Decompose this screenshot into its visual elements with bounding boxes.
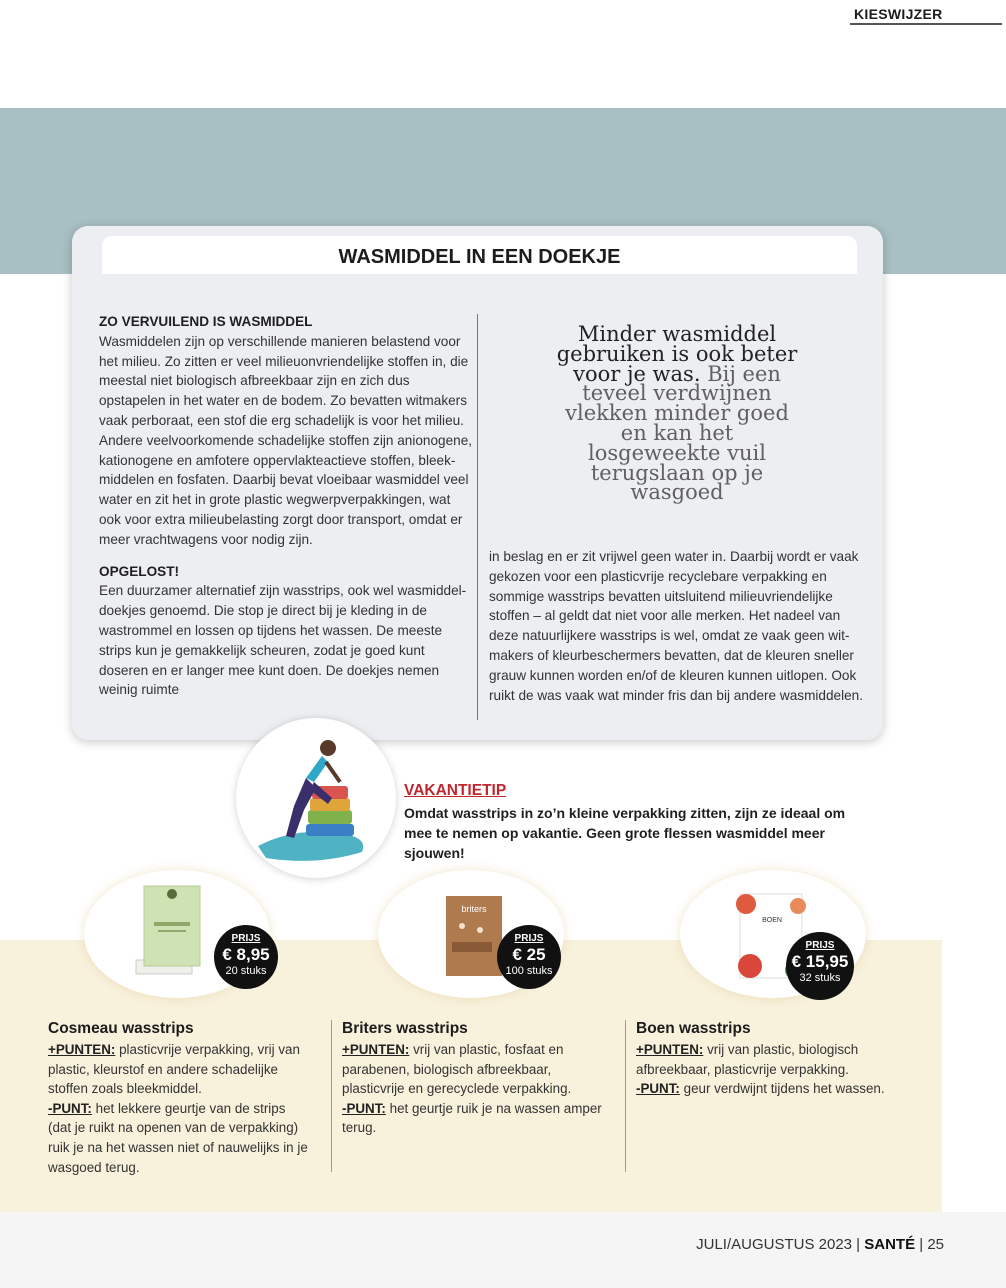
plus-label: +PUNTEN:	[48, 1042, 116, 1057]
minus-label: -PUNT:	[636, 1081, 680, 1097]
subheading-pollution: ZO VERVUILEND IS WASMIDDEL	[99, 314, 313, 329]
paragraph-4: in beslag en er zit vrijwel geen water in. Daarbij wordt er vaak gekozen voor een plasticvrije recyclebare verpakking en sommige wasstrips bevatten uitsluitend milieuvriendelijke stoffen – al geldt dat niet voor alle merken. Het nadeel van deze natuurlijkere wasstrips is wel, omdat ze vaak geen wit-makers of kleurbeschermers bevatten, dat de kleuren sneller grauw kunnen worden en/of de kleuren kunnen uitlopen. Ook ruikt de was vaak wat minder fris dan bij andere wasmiddelen.	[489, 549, 864, 703]
paragraph-1: Wasmiddelen zijn op verschillende manieren belastend voor het milieu. Zo zitten er veel milieuonvriendelijke stoffen in, die meestal niet biologisch afbreekbaar zijn en zich dus opstapelen in het water en de bodem. Zo bevatten witmakers vaak perboraat, een stof die erg schadelijk is voor het milieu.	[99, 333, 469, 428]
left-column	[99, 312, 474, 700]
pull-quote	[552, 322, 802, 505]
price-value: € 8,95	[222, 945, 270, 964]
minus-label: -PUNT:	[48, 1100, 92, 1116]
price-count: 20 stuks	[225, 965, 267, 977]
magazine-name: SANTÉ	[864, 1236, 916, 1253]
pull-quote-light: Bij een teveel verdwijnen vlekken minder goed en kan het losgeweekte vuil terugslaan op je wasgoed	[565, 361, 789, 505]
section-label: KIESWIJZER	[850, 6, 1002, 25]
product-name: Cosmeau wasstrips	[48, 1020, 194, 1037]
product-divider-1	[331, 1020, 332, 1172]
pull-quote-strong: Minder wasmiddel gebruiken is ook beter voor je was.	[556, 322, 798, 386]
price-value: € 15,95	[791, 952, 849, 971]
product-name: Briters wasstrips	[342, 1020, 468, 1037]
minus-label: -PUNT:	[342, 1100, 386, 1116]
boen-package-label: BOEN	[762, 917, 782, 924]
plus-label: +PUNTEN:	[636, 1042, 704, 1057]
price-badge-boen: PRIJS € 15,95 32 stuks	[786, 932, 854, 1000]
price-count: 32 stuks	[799, 972, 841, 984]
column-divider	[477, 314, 478, 720]
product-name: Boen wasstrips	[636, 1020, 751, 1037]
minus-text: het geurtje ruik je na wassen amper terug.	[342, 1100, 602, 1136]
briters-package-label: briters	[461, 904, 487, 914]
subheading-solved: OPGELOST!	[99, 563, 180, 579]
minus-text: geur verdwijnt tijdens het wassen.	[683, 1081, 885, 1097]
minus-text: het lekkere geurtje van de strips (dat je ruikt na openen van de verpakking) ruik je na het wassen niet of nauwelijks in je wasgoed terug.	[48, 1100, 308, 1175]
vacation-tip-text: Omdat wasstrips in zo’n kleine verpakking zitten, zijn ze ideaal om mee te nemen op vakantie. Geen grote flessen wasmiddel meer sjouwen!	[404, 805, 846, 861]
issue-date: JULI/AUGUSTUS 2023	[696, 1236, 852, 1253]
vacation-tip-title: VAKANTIETIP	[404, 782, 507, 799]
paragraph-2: Andere veelvoorkomende schadelijke stoffen zijn anionogene, kationogene en amfotere oppervlakteactieve stoffen, bleek-middelen en fosfaten. Daarbij bevat vloeibaar wasmiddel veel water en zit het in grote plastic wegwerpverpakkingen, wat ook voor extra milieubelasting zorgt door transport, omdat er meer vrachtwagens voor nodig zijn.	[99, 432, 473, 547]
product-divider-2	[625, 1020, 626, 1172]
plus-label: +PUNTEN:	[342, 1042, 410, 1057]
price-value: € 25	[512, 945, 546, 964]
product-description-briters	[342, 1018, 608, 1138]
vacation-illustration	[236, 718, 396, 878]
product-description-boen	[636, 1018, 906, 1099]
price-count: 100 stuks	[505, 965, 553, 977]
plus-text: vrij van plastic, fosfaat en parabenen, biologisch afbreekbaar, plasticvrije en gerecyclede verpakking.	[342, 1042, 572, 1097]
plus-text: plasticvrije verpakking, vrij van plastic, kleurstof en andere schadelijke stoffen zoals bleekmiddel.	[48, 1042, 300, 1097]
page-number: 25	[927, 1236, 944, 1253]
right-column	[489, 547, 865, 705]
price-badge-briters: PRIJS € 25 100 stuks	[497, 925, 561, 989]
price-badge-cosmeau: PRIJS € 8,95 20 stuks	[214, 925, 278, 989]
plus-text: vrij van plastic, biologisch afbreekbaar, plasticvrije verpakking.	[636, 1042, 859, 1077]
article-card	[72, 226, 883, 740]
paragraph-3: Een duurzamer alternatief zijn wasstrips, ook wel wasmiddel-doekjes genoemd. Die stop je direct bij je kleding in de wastrommel en lossen op tijdens het wassen. De meeste strips kun je gemakkelijk scheuren, zodat je goed kunt doseren en er langer mee kunt doen. De doekjes nemen weinig ruimte	[99, 583, 467, 698]
product-description-cosmeau	[48, 1018, 310, 1177]
page-footer: JULI/AUGUSTUS 2023 | SANTÉ | 25	[696, 1236, 944, 1253]
article-title: WASMIDDEL IN EEN DOEKJE	[102, 236, 857, 274]
